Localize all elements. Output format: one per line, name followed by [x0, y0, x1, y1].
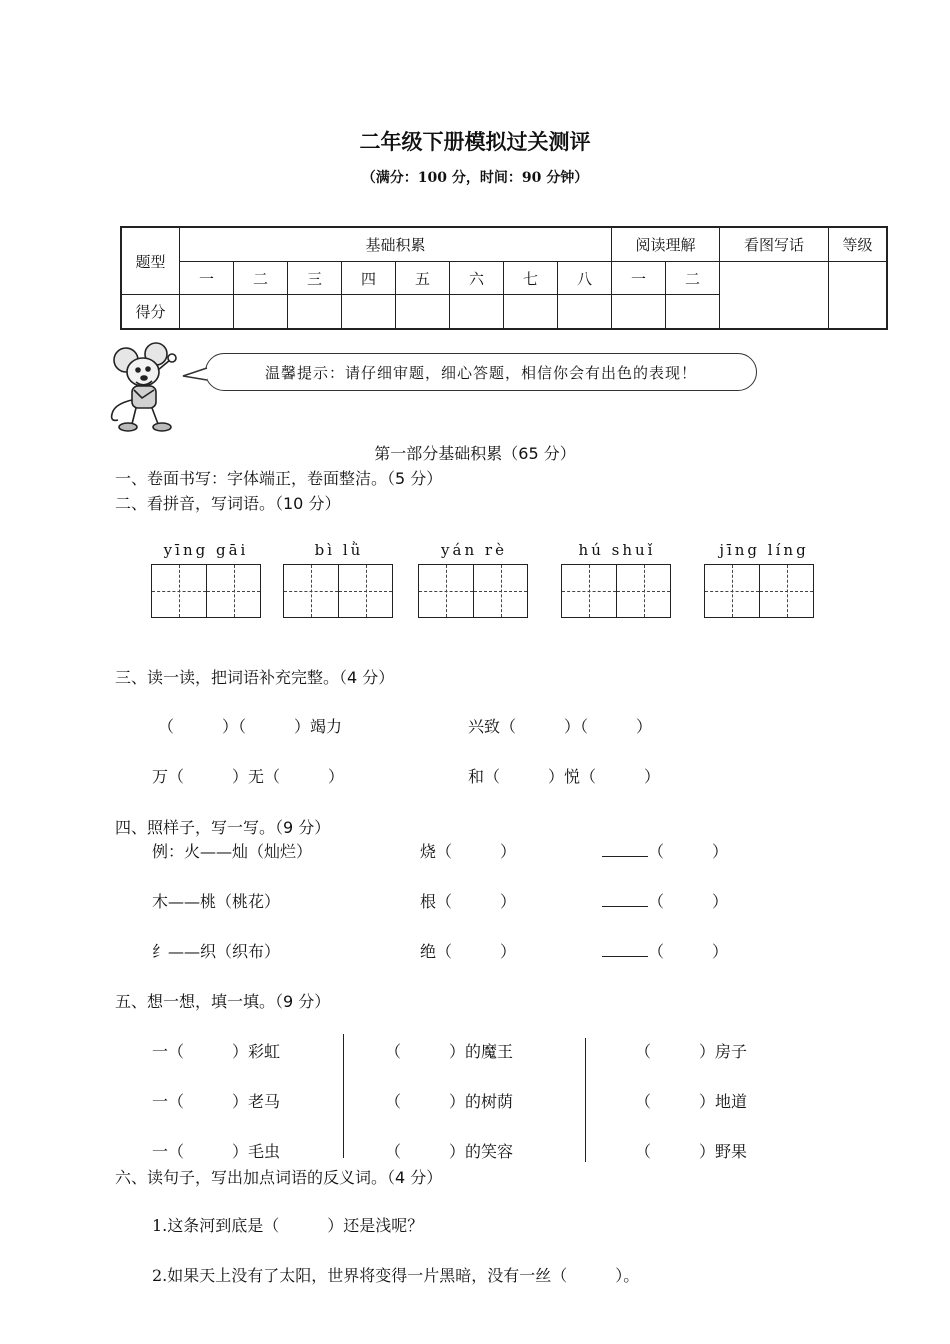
q2-title: 二、看拼音，写词语。（10 分）: [115, 494, 341, 513]
score-cell[interactable]: [504, 295, 558, 328]
score-cell[interactable]: [666, 295, 720, 328]
score-table-basic-item: 三: [288, 262, 342, 295]
q3-line[interactable]: （ ）（ ）竭力: [158, 717, 343, 736]
score-table-basic-item: 五: [396, 262, 450, 295]
tip-text: 温馨提示：请仔细审题，细心答题，相信你会有出色的表现！: [264, 363, 697, 382]
q4-example: 纟——织（织布）: [152, 942, 281, 961]
q4-blank[interactable]: 绝（ ）: [420, 942, 517, 961]
score-cell[interactable]: [450, 295, 504, 328]
mouse-mascot-illustration: [108, 340, 190, 436]
q5-title: 五、想一想，填一填。（9 分）: [115, 992, 331, 1011]
q5-item[interactable]: （ ）地道: [635, 1092, 748, 1111]
score-table-basic-item: 二: [234, 262, 288, 295]
score-table-group-reading: 阅读理解: [612, 228, 720, 262]
score-table-grade-cell[interactable]: [829, 262, 886, 328]
score-cell[interactable]: [342, 295, 396, 328]
score-table-group-basic: 基础积累: [180, 228, 612, 262]
score-table-writing-score-cell[interactable]: [720, 262, 829, 328]
q3-title: 三、读一读，把词语补充完整。（4 分）: [115, 668, 395, 687]
pinyin-label: hú shuǐ: [578, 541, 656, 559]
q3-line[interactable]: 兴致（ ）（ ）: [468, 717, 653, 736]
q4-title: 四、照样子，写一写。（9 分）: [115, 818, 331, 837]
q4-blank[interactable]: 烧（ ）: [420, 842, 517, 861]
page-title: 二年级下册模拟过关测评: [359, 130, 591, 154]
underline-blank[interactable]: [602, 956, 648, 957]
score-table-basic-item: 一: [180, 262, 234, 295]
tip-bubble: [205, 353, 757, 391]
underline-blank[interactable]: [602, 906, 648, 907]
score-table-basic-item: 六: [450, 262, 504, 295]
score-table-basic-item: 七: [504, 262, 558, 295]
bubble-tail-icon: [182, 366, 208, 384]
q4-answer[interactable]: （ ）: [602, 939, 728, 962]
pinyin-label: jīng líng: [719, 541, 809, 559]
writing-grid[interactable]: [561, 564, 671, 618]
column-divider: [585, 1038, 586, 1162]
pinyin-label: yīng gāi: [163, 541, 249, 559]
score-cell[interactable]: [396, 295, 450, 328]
writing-grid[interactable]: [151, 564, 261, 618]
q3-line[interactable]: 和（ ）悦（ ）: [468, 767, 661, 786]
column-divider: [343, 1034, 344, 1158]
q5-item[interactable]: 一（ ）毛虫: [152, 1142, 281, 1161]
q4-answer[interactable]: （ ）: [602, 889, 728, 912]
page-subtitle: （满分：100 分，时间：90 分钟）: [361, 170, 589, 186]
score-cell[interactable]: [288, 295, 342, 328]
score-table-reading-item: 一: [612, 262, 666, 295]
score-table-basic-item: 四: [342, 262, 396, 295]
score-table: [120, 226, 888, 330]
q4-answer[interactable]: （ ）: [602, 839, 728, 862]
pinyin-label: bì lǜ: [314, 541, 364, 559]
score-cell[interactable]: [612, 295, 666, 328]
score-table-type-label: 题型: [122, 228, 180, 295]
q5-item[interactable]: （ ）的树荫: [385, 1092, 514, 1111]
q5-item[interactable]: 一（ ）彩虹: [152, 1042, 281, 1061]
q1-title: 一、卷面书写：字体端正，卷面整洁。（5 分）: [115, 469, 443, 488]
score-cell[interactable]: [234, 295, 288, 328]
writing-grid[interactable]: [418, 564, 528, 618]
score-cell[interactable]: [180, 295, 234, 328]
score-table-basic-item: 八: [558, 262, 612, 295]
score-table-group-grade: 等级: [829, 228, 886, 262]
q6-title: 六、读句子，写出加点词语的反义词。（4 分）: [115, 1168, 443, 1187]
q5-item[interactable]: （ ）的笑容: [385, 1142, 514, 1161]
q5-item[interactable]: （ ）的魔王: [385, 1042, 514, 1061]
q4-example: 木——桃（桃花）: [152, 892, 281, 911]
writing-grid[interactable]: [283, 564, 393, 618]
part1-title: 第一部分基础积累（65 分）: [374, 444, 576, 463]
score-table-score-label: 得分: [122, 295, 180, 328]
q5-item[interactable]: （ ）野果: [635, 1142, 748, 1161]
q4-blank[interactable]: 根（ ）: [420, 892, 517, 911]
writing-grid[interactable]: [704, 564, 814, 618]
q6-sentence[interactable]: 1.这条河到底是（ ）还是浅呢？: [152, 1216, 424, 1235]
pinyin-label: yán rè: [441, 541, 507, 559]
q3-line[interactable]: 万（ ）无（ ）: [152, 767, 345, 786]
q6-sentence[interactable]: 2.如果天上没有了太阳，世界将变得一片黑暗，没有一丝（ ）。: [152, 1266, 640, 1285]
score-table-reading-item: 二: [666, 262, 720, 295]
underline-blank[interactable]: [602, 856, 648, 857]
score-cell[interactable]: [558, 295, 612, 328]
q5-item[interactable]: 一（ ）老马: [152, 1092, 281, 1111]
score-table-group-writing: 看图写话: [720, 228, 829, 262]
q4-example: 例：火——灿（灿烂）: [152, 842, 313, 861]
q5-item[interactable]: （ ）房子: [635, 1042, 748, 1061]
